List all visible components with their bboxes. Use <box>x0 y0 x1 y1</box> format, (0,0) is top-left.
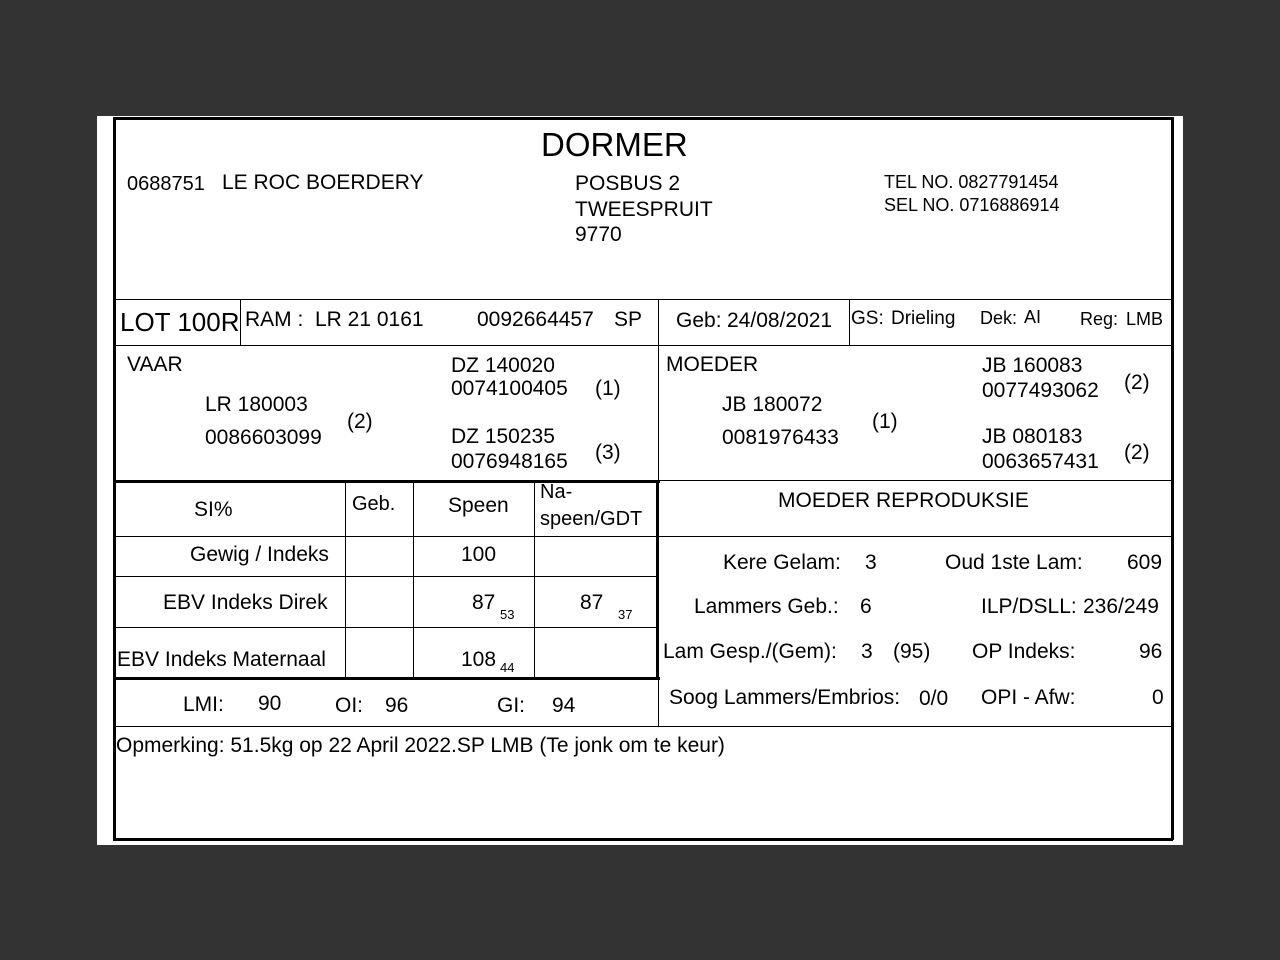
gesp-value: 3 <box>861 640 873 663</box>
geb-date: 24/08/2021 <box>727 309 833 332</box>
reg-value: LMB <box>1126 309 1164 329</box>
lot-number: LOT 100R <box>120 307 240 337</box>
geb-header: Geb. <box>352 493 396 515</box>
gi-value: 94 <box>552 694 576 717</box>
moeder-dam-no: 0063657431 <box>982 450 1099 473</box>
lmi-label: LMI: <box>183 693 224 716</box>
speen-header: Speen <box>448 494 509 517</box>
geb-label: Geb: <box>676 309 722 332</box>
vaar-sire-id: DZ 140020 <box>451 354 555 377</box>
ilp-label: ILP/DSLL: <box>981 595 1077 618</box>
moeder-sire-grade: (2) <box>1124 371 1150 394</box>
gs-value: Drieling <box>891 308 956 329</box>
maternaal-speen-accuracy: 44 <box>500 660 515 675</box>
lammers-label: Lammers Geb.: <box>694 595 839 618</box>
vaar-id: LR 180003 <box>205 393 308 416</box>
oi-value: 96 <box>385 694 409 717</box>
tel-number: TEL NO. 0827791454 <box>884 172 1059 192</box>
direk-speen: 87 <box>472 591 496 614</box>
op-value: 96 <box>1139 640 1163 663</box>
address-line-3: 9770 <box>575 223 622 246</box>
vaar-sire-grade: (1) <box>595 377 621 400</box>
kere-value: 3 <box>865 551 877 574</box>
lmi-value: 90 <box>258 692 282 715</box>
maternaal-speen: 108 <box>461 648 497 671</box>
moeder-grade: (1) <box>872 410 898 433</box>
opi-value: 0 <box>1152 686 1164 709</box>
moeder-no: 0081976433 <box>722 426 839 449</box>
vaar-sire-no: 0074100405 <box>451 377 568 400</box>
moeder-sire-id: JB 160083 <box>982 354 1083 377</box>
owner-name: LE ROC BOERDERY <box>222 171 424 194</box>
owner-code: 0688751 <box>127 173 205 195</box>
moeder-dam-grade: (2) <box>1124 441 1150 464</box>
ram-label: RAM : <box>245 308 304 331</box>
opi-label: OPI - Afw: <box>981 686 1076 709</box>
ilp-value: 236/249 <box>1083 595 1159 618</box>
si-header: SI% <box>194 498 233 521</box>
reg-label: Reg: <box>1080 309 1119 329</box>
dek-label: Dek: <box>980 308 1018 328</box>
pedigree-card <box>97 116 1183 845</box>
row-direk-label: EBV Indeks Direk <box>163 591 328 614</box>
direk-naspeen: 87 <box>580 591 604 614</box>
vaar-no: 0086603099 <box>205 426 322 449</box>
vaar-dam-no: 0076948165 <box>451 450 568 473</box>
gs-label: GS: <box>851 308 884 329</box>
soog-label: Soog Lammers/Embrios: <box>669 686 901 709</box>
soog-value: 0/0 <box>919 687 949 710</box>
lammers-value: 6 <box>860 595 872 618</box>
row-maternaal-label: EBV Indeks Maternaal <box>117 648 326 671</box>
vaar-dam-grade: (3) <box>595 441 621 464</box>
gi-label: GI: <box>497 694 526 717</box>
oi-label: OI: <box>335 694 364 717</box>
naspeen-header-line2: speen/GDT <box>540 508 643 530</box>
ram-reg-no: 0092664457 <box>477 308 594 331</box>
ram-id: LR 21 0161 <box>315 308 424 331</box>
moeder-id: JB 180072 <box>722 393 823 416</box>
reproduksie-title: MOEDER REPRODUKSIE <box>778 489 1029 512</box>
opmerking-text: Opmerking: 51.5kg op 22 April 2022.SP LMB (Te jonk om te keur) <box>116 734 725 757</box>
address-line-2: TWEESPRUIT <box>575 198 713 221</box>
direk-naspeen-accuracy: 37 <box>618 607 633 622</box>
vaar-label: VAAR <box>127 353 183 376</box>
row-gewig-label: Gewig / Indeks <box>190 543 329 566</box>
kere-label: Kere Gelam: <box>723 551 841 574</box>
moeder-dam-id: JB 080183 <box>982 425 1083 448</box>
naspeen-header-line1: Na- <box>540 481 573 503</box>
breed-title: DORMER <box>541 126 688 163</box>
address-line-1: POSBUS 2 <box>575 172 681 195</box>
moeder-sire-no: 0077493062 <box>982 379 1099 402</box>
dek-value: AI <box>1024 307 1042 327</box>
gem-value: (95) <box>893 640 931 663</box>
vaar-dam-id: DZ 150235 <box>451 425 555 448</box>
gesp-label: Lam Gesp./(Gem): <box>663 640 837 663</box>
ram-grade: SP <box>614 308 643 331</box>
direk-speen-accuracy: 53 <box>500 607 515 622</box>
oud-label: Oud 1ste Lam: <box>945 551 1083 574</box>
gewig-speen: 100 <box>461 543 497 566</box>
op-label: OP Indeks: <box>972 640 1076 663</box>
oud-value: 609 <box>1127 551 1163 574</box>
moeder-label: MOEDER <box>666 353 759 376</box>
vaar-grade: (2) <box>347 410 373 433</box>
sel-number: SEL NO. 0716886914 <box>884 195 1060 215</box>
